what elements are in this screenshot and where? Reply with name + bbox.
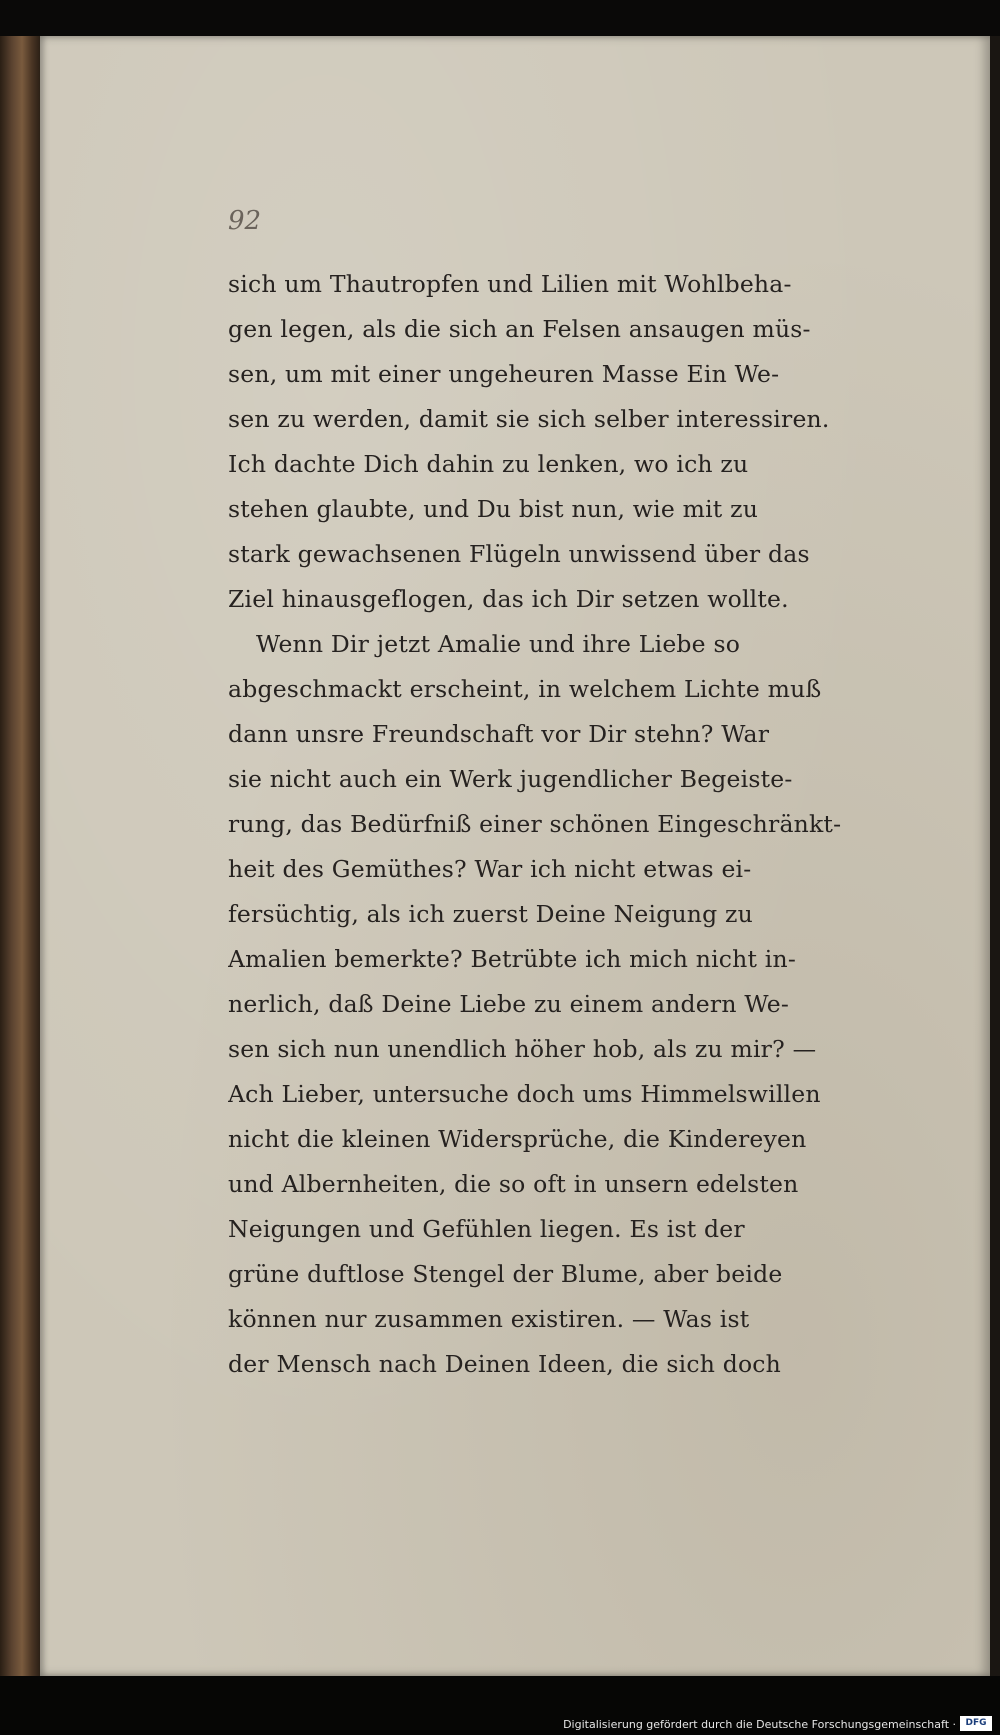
text-line: Wenn Dir jetzt Amalie und ihre Liebe so: [256, 630, 741, 658]
text-line: nicht die kleinen Widersprüche, die Kindereyen: [228, 1125, 807, 1153]
text-line: sen sich nun unendlich höher hob, als zu mir? —: [228, 1035, 817, 1063]
text-line: stark gewachsenen Flügeln unwissend über das: [228, 540, 810, 568]
text-line: Ich dachte Dich dahin zu lenken, wo ich zu: [228, 450, 749, 478]
text-line: Ziel hinausgeflogen, das ich Dir setzen wollte.: [228, 585, 789, 613]
text-line: sen zu werden, damit sie sich selber interessiren.: [228, 405, 830, 433]
right-scan-border: [990, 36, 1000, 1676]
text-line: sie nicht auch ein Werk jugendlicher Begeiste-: [228, 765, 793, 793]
text-line: Amalien bemerkte? Betrübte ich mich nicht in-: [228, 945, 796, 973]
digitization-credit: Digitalisierung gefördert durch die Deutsche Forschungsgemeinschaft ·: [563, 1718, 956, 1731]
text-line: sen, um mit einer ungeheuren Masse Ein We-: [228, 360, 780, 388]
text-line: abgeschmackt erscheint, in welchem Lichte muß: [228, 675, 822, 703]
text-line: heit des Gemüthes? War ich nicht etwas ei-: [228, 855, 752, 883]
text-line: gen legen, als die sich an Felsen ansaugen müs-: [228, 315, 811, 343]
page-number: 92: [228, 206, 262, 236]
text-line: fersüchtig, als ich zuerst Deine Neigung zu: [228, 900, 753, 928]
top-scan-border: [0, 0, 1000, 36]
text-line: rung, das Bedürfniß einer schönen Eingeschränkt-: [228, 810, 842, 838]
text-line: grüne duftlose Stengel der Blume, aber beide: [228, 1260, 783, 1288]
text-line: der Mensch nach Deinen Ideen, die sich doch: [228, 1350, 781, 1378]
body-text: [228, 262, 858, 1387]
text-line: stehen glaubte, und Du bist nun, wie mit zu: [228, 495, 759, 523]
text-line: Neigungen und Gefühlen liegen. Es ist der: [228, 1215, 745, 1243]
text-line: und Albernheiten, die so oft in unsern edelsten: [228, 1170, 799, 1198]
text-line: Ach Lieber, untersuche doch ums Himmelswillen: [228, 1080, 821, 1108]
book-edge: [0, 36, 40, 1676]
text-line: können nur zusammen existiren. — Was ist: [228, 1305, 750, 1333]
text-line: nerlich, daß Deine Liebe zu einem andern We-: [228, 990, 790, 1018]
text-line: sich um Thautropfen und Lilien mit Wohlbeha-: [228, 270, 792, 298]
dfg-logo: DFG: [960, 1716, 992, 1731]
text-line: dann unsre Freundschaft vor Dir stehn? War: [228, 720, 770, 748]
